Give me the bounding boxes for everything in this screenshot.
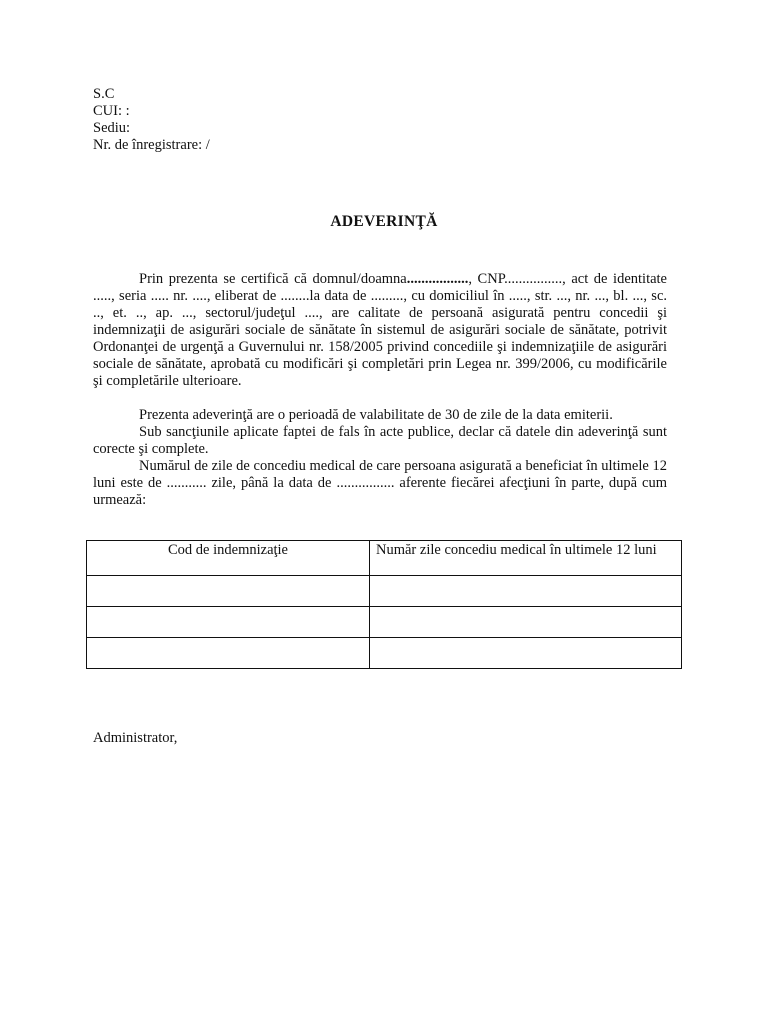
company-header bbox=[93, 86, 210, 154]
declaration-paragraph: Sub sancţiunile aplicate faptei de fals în acte publice, declar că datele din adeverinţă sunt corecte şi complete. bbox=[93, 424, 667, 457]
certification-paragraph bbox=[93, 271, 667, 390]
table-header-days: Număr zile concediu medical în ultimele 12 luni bbox=[370, 541, 682, 576]
table-cell-days bbox=[370, 607, 682, 638]
table-cell-days bbox=[370, 638, 682, 669]
name-blank: ................. bbox=[406, 271, 469, 287]
company-name: S.C bbox=[93, 86, 115, 102]
validity-paragraph: Prezenta adeverinţă are o perioadă de valabilitate de 30 de zile de la data emiterii. bbox=[139, 407, 613, 423]
table-cell-code bbox=[87, 607, 370, 638]
table-header-code: Cod de indemnizaţie bbox=[87, 541, 370, 576]
table-cell-code bbox=[87, 638, 370, 669]
indemnity-table bbox=[86, 540, 682, 669]
table-row bbox=[87, 607, 682, 638]
table-row bbox=[87, 638, 682, 669]
certification-intro: Prin prezenta se certifică că domnul/doamna bbox=[139, 271, 407, 287]
document-body bbox=[93, 271, 667, 509]
document-title: ADEVERINŢĂ bbox=[330, 213, 438, 230]
signature-label: Administrator, bbox=[93, 730, 178, 746]
table-header-row bbox=[87, 541, 682, 576]
table-row bbox=[87, 576, 682, 607]
company-headquarters: Sediu: bbox=[93, 120, 131, 136]
table-cell-code bbox=[87, 576, 370, 607]
certification-rest: , CNP................, act de identitate ....., seria ..... nr. ...., eliberat de ........la data de ........., cu domiciliul în ....., str. ..., nr. ..., bl. ..., sc. .., et. .., ap. ..., sectorul/judeţul ...., are calitate de persoană asigurată pentru concedii şi indemnizaţii de asigurări sociale de sănătate în sistemul de asigurări sociale de sănătate, potrivit Ordonanţei de urgenţă a Guvernului nr. 158/2005 privind concediile şi indemnizaţiile de asigurări sociale de sănătate, aprobată cu modificări şi completări prin Legea nr. 399/2006, cu modificările şi completările ulterioare. bbox=[93, 271, 667, 389]
company-cui: CUI: : bbox=[93, 103, 130, 119]
medical-leave-paragraph: Numărul de zile de concediu medical de care persoana asigurată a beneficiat în ultimele 12 luni este de ........... zile, până la data de ................ aferente fiecărei afecţiuni în parte, după cum urmează: bbox=[93, 458, 667, 508]
registration-number: Nr. de înregistrare: / bbox=[93, 137, 210, 153]
table-cell-days bbox=[370, 576, 682, 607]
